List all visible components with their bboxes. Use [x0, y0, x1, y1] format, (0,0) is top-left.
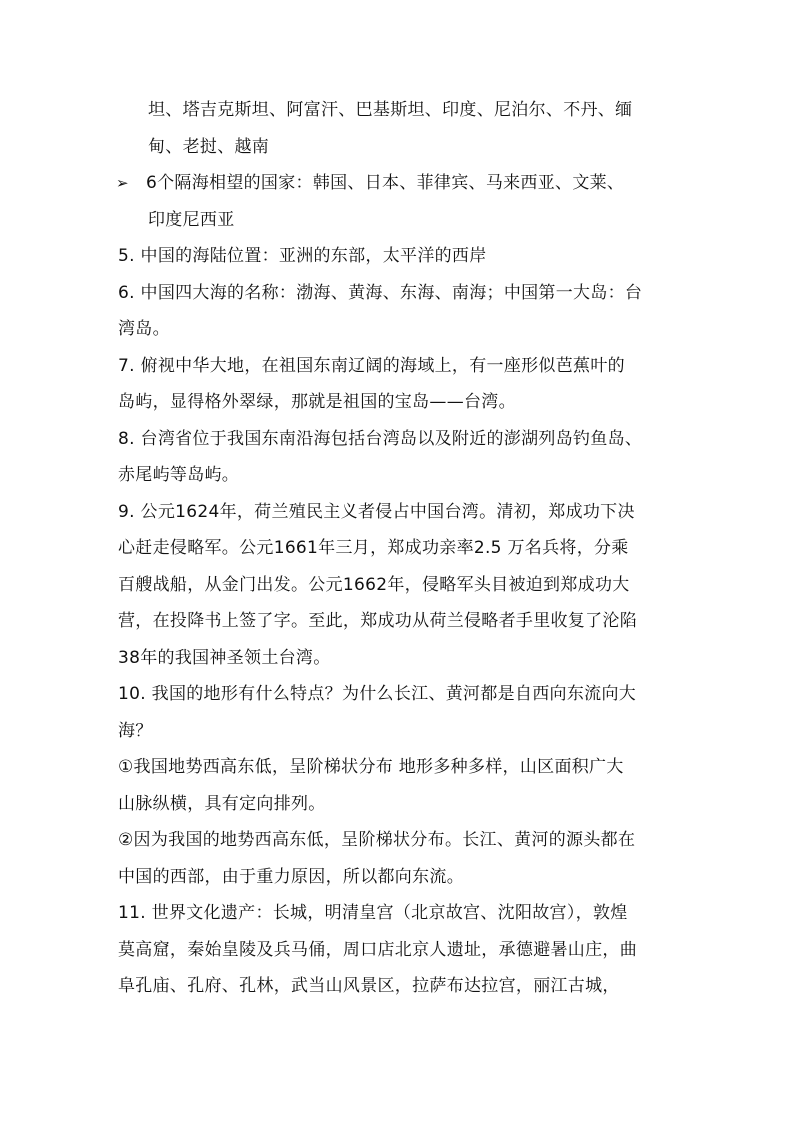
text-line: 11. 世界文化遗产：长城，明清皇宫（北京故宫、沈阳故宫），敦煌 [118, 903, 628, 923]
text-line: 莫高窟，秦始皇陵及兵马俑，周口店北京人遗址，承德避暑山庄，曲 [118, 939, 637, 960]
text-line: 岛屿，显得格外翠绿，那就是祖国的宝岛——台湾。 [118, 392, 516, 412]
text-line: 山脉纵横，具有定向排列。 [118, 793, 326, 814]
text-line: ②因为我国的地势西高东低，呈阶梯状分布。长江、黄河的源头都在 [118, 830, 636, 850]
text-line: 百艘战船，从金门出发。公元1662年，侵略军头目被迫到郑成功大 [118, 574, 630, 595]
text-line: 38年的我国神圣领土台湾。 [118, 647, 331, 668]
bullet-arrow-icon: ➢ [116, 174, 129, 192]
text-line: 5. 中国的海陆位置：亚洲的东部，太平洋的西岸 [118, 246, 487, 266]
text-line: 10. 我国的地形有什么特点？为什么长江、黄河都是自西向东流向大 [118, 684, 637, 704]
text-line: 甸、老挝、越南 [148, 136, 270, 157]
text-line: 7. 俯视中华大地，在祖国东南辽阔的海域上，有一座形似芭蕉叶的 [118, 355, 625, 376]
text-line: 营，在投降书上签了字。至此，郑成功从荷兰侵略者手里收复了沦陷 [118, 611, 637, 631]
bullet-line [116, 165, 680, 202]
document-body [118, 92, 680, 1005]
text-line: 赤尾屿等岛屿。 [118, 465, 240, 485]
text-line: 9. 公元1624年，荷兰殖民主义者侵占中国台湾。清初，郑成功下决 [118, 501, 635, 522]
text-line: 6个隔海相望的国家：韩国、日本、菲律宾、马来西亚、文莱、 [146, 173, 625, 193]
text-line: 8. 台湾省位于我国东南沿海包括台湾岛以及附近的澎湖列岛钓鱼岛、 [118, 428, 643, 449]
text-line: 6. 中国四大海的名称：渤海、黄海、东海、南海；中国第一大岛：台 [118, 282, 643, 303]
text-line: 中国的西部，由于重力原因，所以都向东流。 [118, 866, 464, 887]
text-line: 心赶走侵略军。公元1661年三月，郑成功亲率2.5 万名兵将，分乘 [118, 538, 629, 558]
text-line: 湾岛。 [118, 319, 170, 339]
text-line: 阜孔庙、孔府、孔林，武当山风景区，拉萨布达拉宫，丽江古城， [118, 976, 620, 996]
text-line: 海？ [118, 720, 153, 741]
text-line: 坦、塔吉克斯坦、阿富汗、巴基斯坦、印度、尼泊尔、不丹、缅 [148, 100, 633, 120]
text-line: ①我国地势西高东低，呈阶梯状分布 地形多种多样，山区面积广大 [118, 757, 624, 777]
text-line: 印度尼西亚 [148, 209, 235, 230]
